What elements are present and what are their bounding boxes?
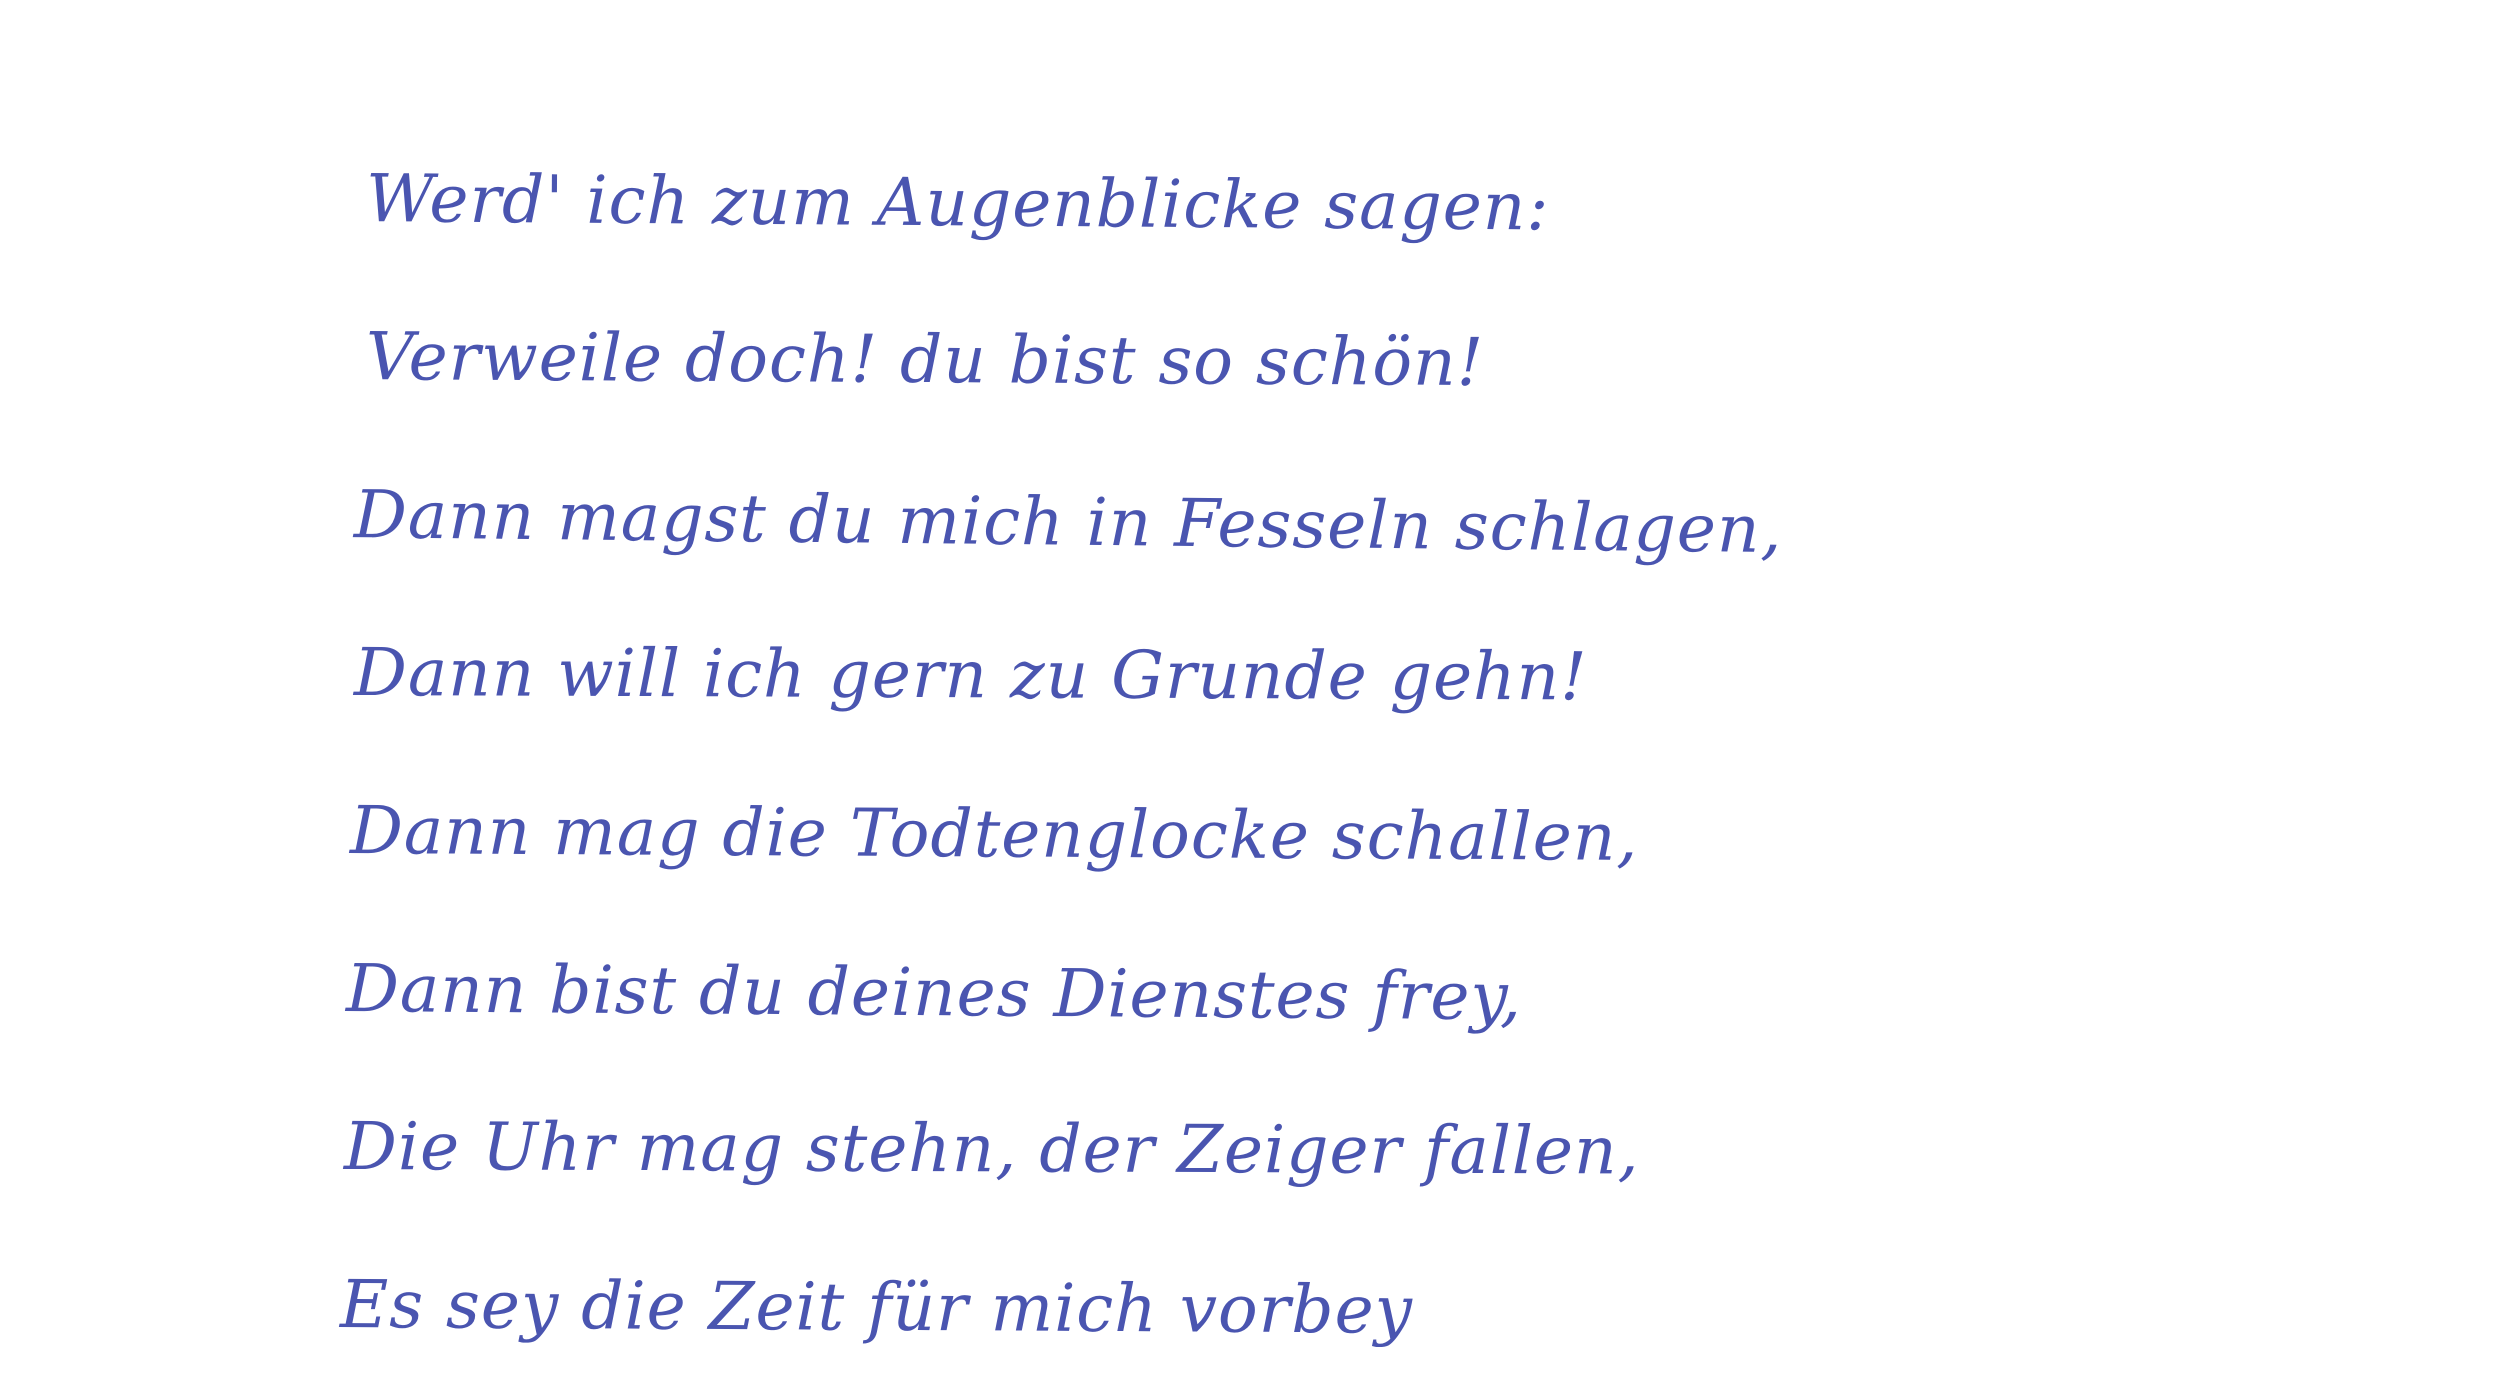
poem-line-6: Dann bist du deines Dienstes frey,	[345, 950, 1523, 1036]
poem-line-4: Dann will ich gern zu Grunde gehn!	[353, 634, 1588, 716]
poem-line-1: Werd' ich zum Augenblicke sagen:	[365, 160, 1550, 246]
poem-line-8: Es sey die Zeit für mich vorbey	[339, 1266, 1414, 1349]
poem-line-5: Dann mag die Todtenglocke schallen,	[349, 792, 1639, 876]
poem-line-3: Dann magst du mich in Fesseln schlagen,	[353, 476, 1783, 569]
poem-line-2: Verweile doch! du bist so schön!	[365, 318, 1485, 401]
poem-lines	[339, 120, 1783, 1384]
poem-line-7: Die Uhr mag stehn, der Zeiger fallen,	[343, 1108, 1640, 1190]
